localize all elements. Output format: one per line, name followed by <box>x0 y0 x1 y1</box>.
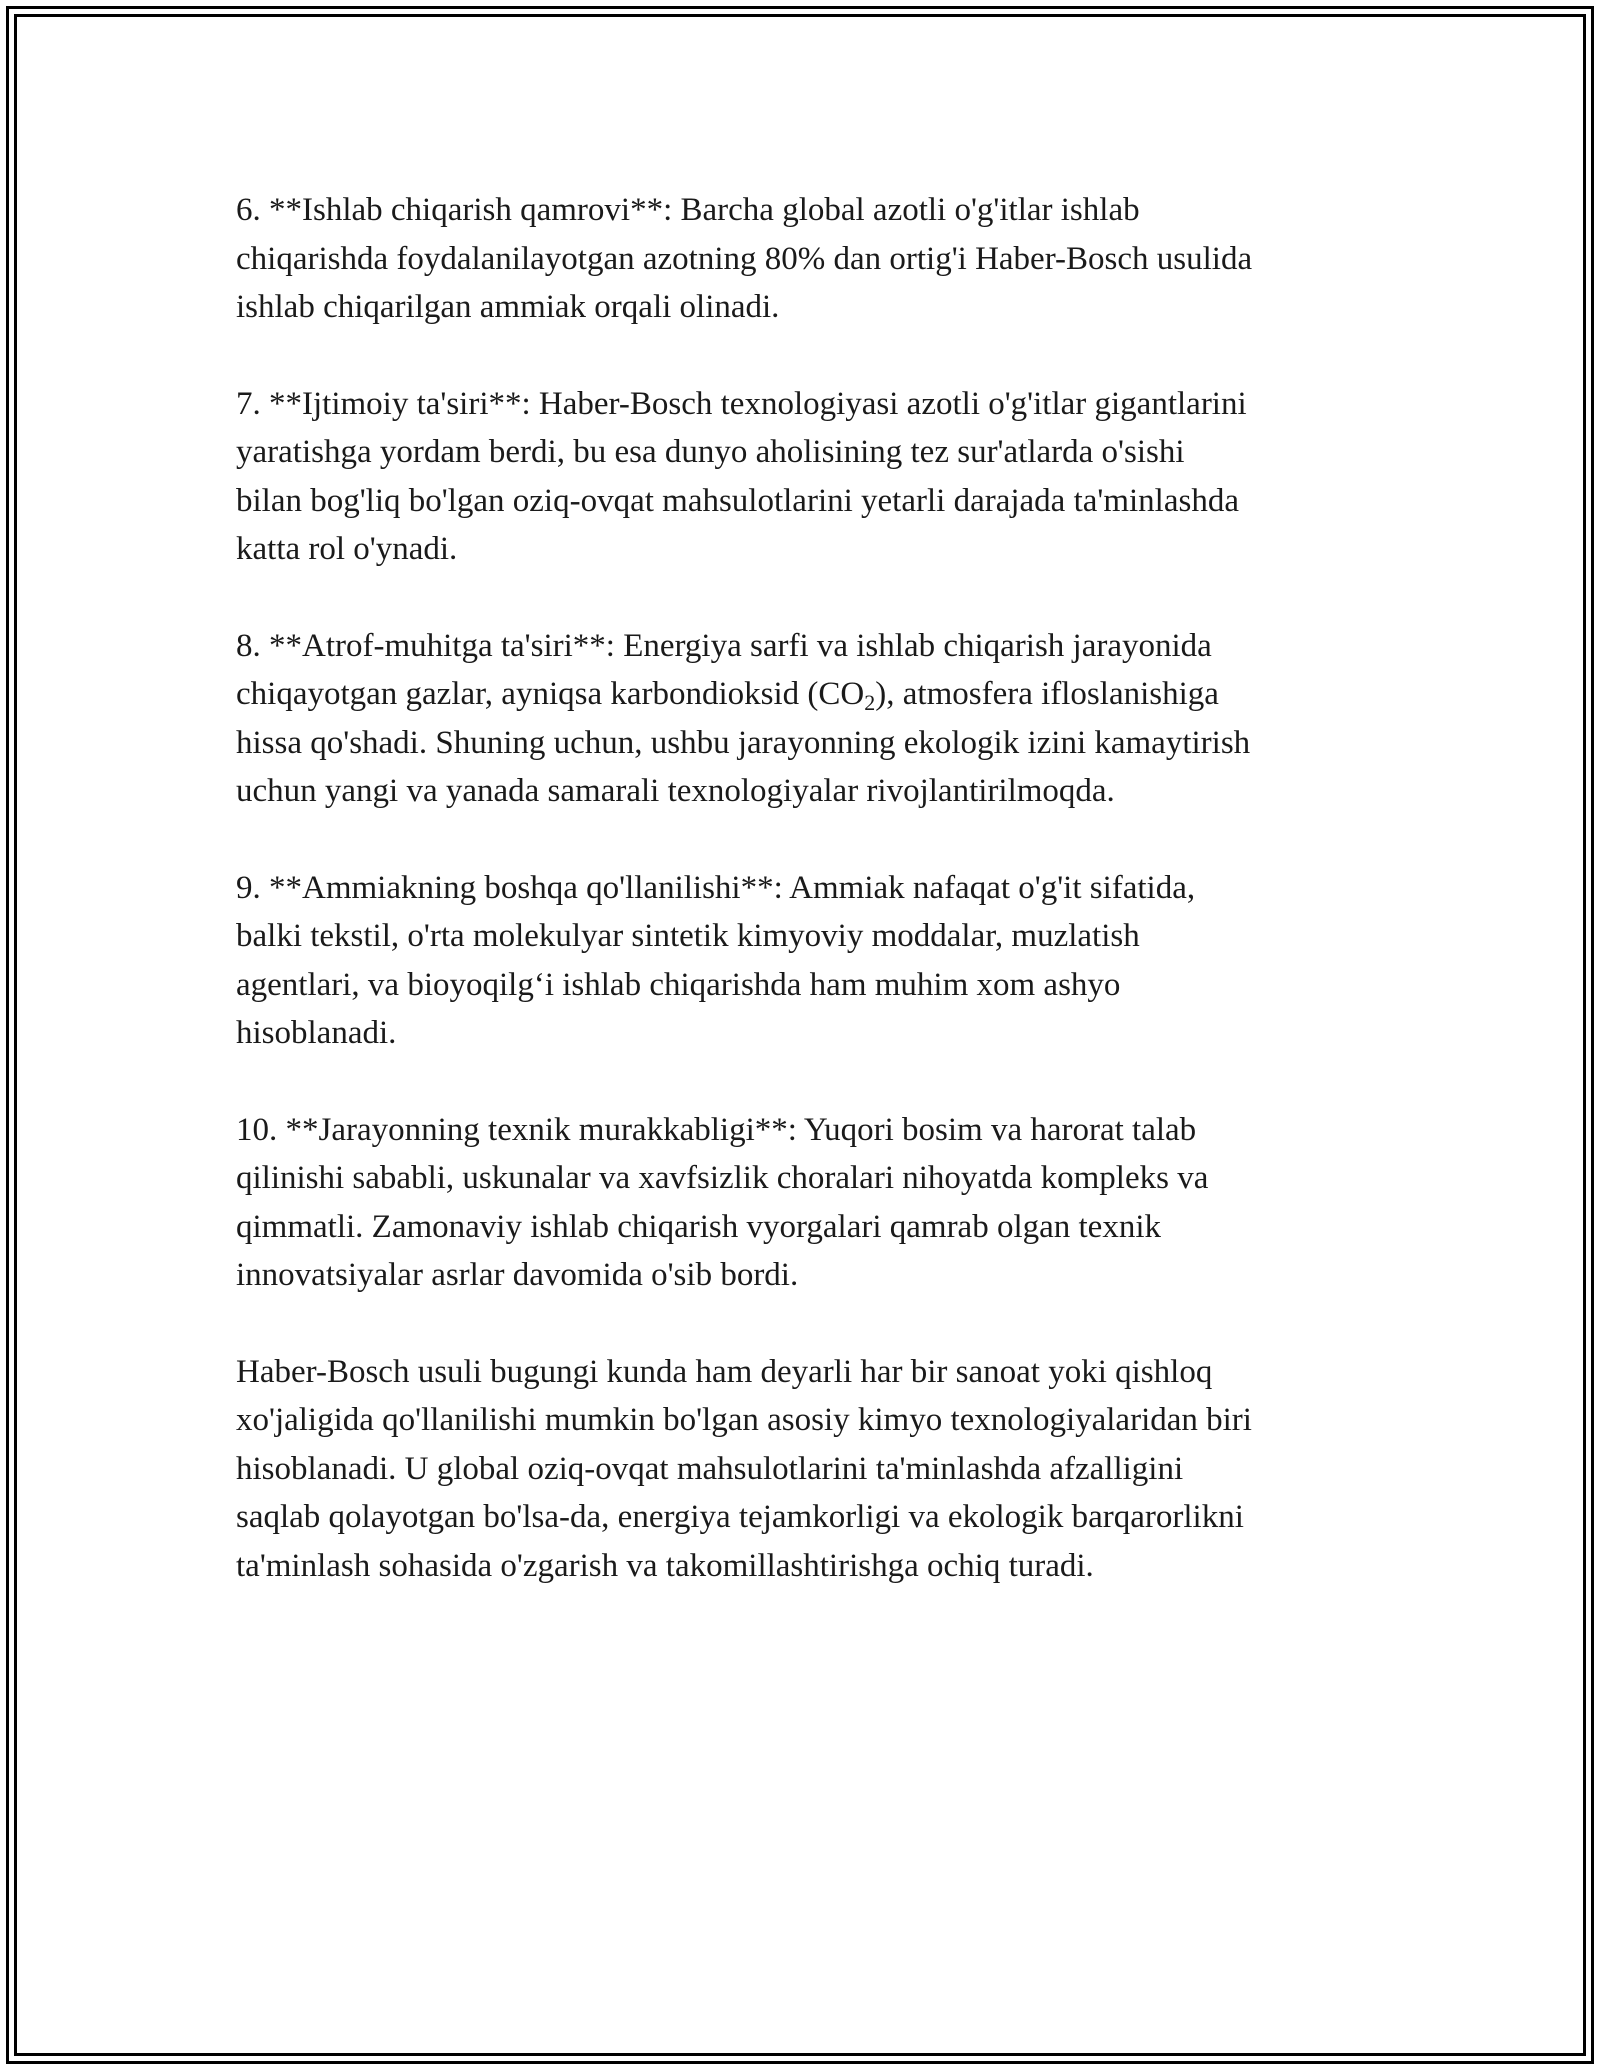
paragraph-item-7: 7. **Ijtimoiy ta'siri**: Haber-Bosch texnologiyasi azotli o'g'itlar gigantlarini yaratishga yordam berdi, bu esa dunyo aholisining tez sur'atlarda o'sishi bilan bog'liq bo'lgan oziq-ovqat mahsulotlarini yetarli darajada ta'minlashda katta rol o'ynadi. <box>236 385 1247 567</box>
paragraph-item-8 <box>236 622 1366 816</box>
conclusion-paragraph: Haber-Bosch usuli bugungi kunda ham deyarli har bir sanoat yoki qishloq xo'jaligida qo'llanilishi mumkin bo'lgan asosiy kimyo texnologiyalaridan biri hisoblanadi. U global oziq-ovqat mahsulotlarini ta'minlashda afzalligini saqlab qolayotgan bo'lsa-da, energiya tejamkorligi va ekologik barqarorlikni ta'minlash sohasida o'zgarish va takomillashtirishga ochiq turadi. <box>236 1353 1252 1584</box>
paragraph-item-8-part-2: ), atmosfera ifloslanishiga hissa qo'shadi. Shuning uchun, ushbu jarayonning ekologik izini kamaytirish uchun yangi va yanada samarali texnologiyalar rivojlantirilmoqda. <box>236 676 1251 809</box>
paragraph-item-8-part-1: 8. **Atrof-muhitga ta'siri**: Energiya sarfi va ishlab chiqarish jarayonida chiqayotgan gazlar, ayniqsa karbondioksid (CO <box>236 627 1212 712</box>
paragraph-item-6: 6. **Ishlab chiqarish qamrovi**: Barcha global azotli o'g'itlar ishlab chiqarishda foydalanilayotgan azotning 80% dan ortig'i Haber-Bosch usulida ishlab chiqarilgan ammiak orqali olinadi. <box>236 192 1253 325</box>
document-body <box>236 186 1366 1590</box>
co2-subscript: 2 <box>864 690 876 715</box>
paragraph-item-10: 10. **Jarayonning texnik murakkabligi**: Yuqori bosim va harorat talab qilinishi sababli, uskunalar va xavfsizlik choralari nihoyatda kompleks va qimmatli. Zamonaviy ishlab chiqarish vyorgalari qamrab olgan texnik innovatsiyalar asrlar davomida o'sib bordi. <box>236 1111 1209 1293</box>
paragraph-item-9: 9. **Ammiakning boshqa qo'llanilishi**: Ammiak nafaqat o'g'it sifatida, balki tekstil, o'rta molekulyar sintetik kimyoviy moddalar, muzlatish agentlari, va bioyoqilg‘i ishlab chiqarishda ham muhim xom ashyo hisoblanadi. <box>236 869 1196 1051</box>
